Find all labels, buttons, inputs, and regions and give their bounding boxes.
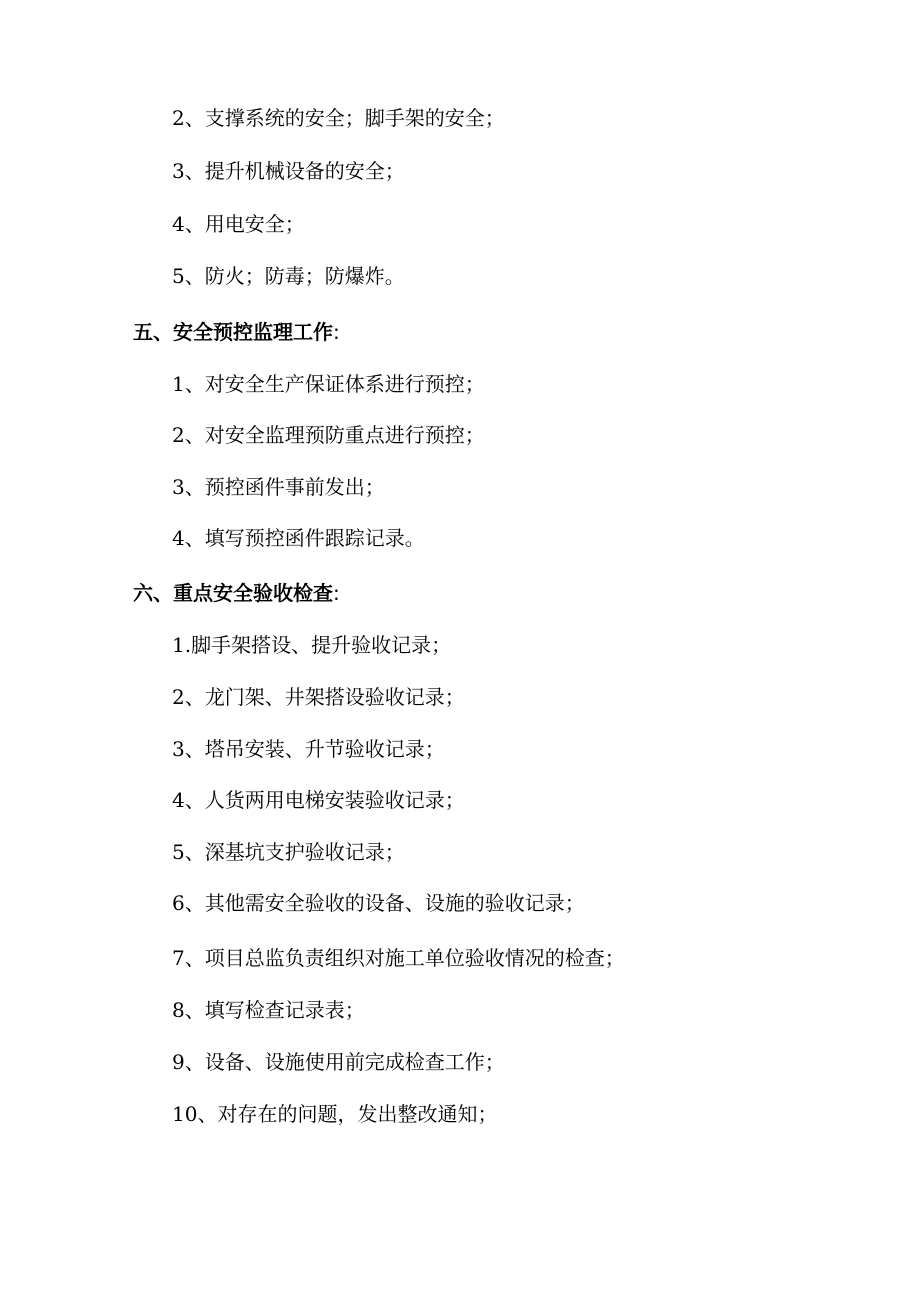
list-item: [172, 524, 425, 552]
list-item-number: 5、: [172, 264, 205, 288]
list-item-text: 项目总监负责组织对施工单位验收情况的检查；: [204, 946, 625, 970]
list-item-text: 对安全生产保证体系进行预控；: [204, 372, 485, 396]
list-item: [172, 1100, 497, 1128]
list-item-number: 2、: [172, 685, 205, 709]
list-item-number: 4、: [172, 788, 205, 812]
list-item-text: 用电安全；: [204, 212, 305, 236]
list-item-number: 9、: [172, 1050, 205, 1074]
list-item-number: 4、: [172, 526, 205, 550]
list-item-number: 2、: [172, 423, 205, 447]
list-item-text: 对存在的问题，发出整改通知；: [217, 1102, 498, 1126]
list-item: [172, 210, 305, 238]
list-item-number: 1.: [172, 633, 192, 657]
list-item-number: 10、: [172, 1102, 218, 1126]
list-item: [172, 889, 585, 917]
list-item-number: 8、: [172, 998, 205, 1022]
list-item: [172, 683, 465, 711]
section-heading-text: 五、安全预控监理工作: [133, 320, 333, 344]
list-item-number: 7、: [172, 946, 205, 970]
list-item-text: 防火；防毒；防爆炸。: [204, 264, 405, 288]
list-item-text: 脚手架搭设、提升验收记录；: [191, 633, 452, 657]
list-item-number: 2、: [172, 106, 205, 130]
list-item-text: 设备、设施使用前完成检查工作；: [204, 1050, 505, 1074]
section-heading-colon: :: [333, 581, 340, 605]
list-item-text: 其他需安全验收的设备、设施的验收记录；: [204, 891, 585, 915]
list-item: [172, 786, 465, 814]
list-item-text: 对安全监理预防重点进行预控；: [204, 423, 485, 447]
list-item-number: 3、: [172, 159, 205, 183]
list-item-text: 支撑系统的安全；脚手架的安全；: [204, 106, 505, 130]
list-item: [172, 631, 451, 659]
list-item: [172, 421, 485, 449]
list-item-number: 4、: [172, 212, 205, 236]
section-heading-text: 六、重点安全验收检查: [133, 581, 333, 605]
list-item-text: 提升机械设备的安全；: [204, 159, 405, 183]
list-item-text: 预控函件事前发出；: [204, 475, 385, 499]
list-item: [172, 1048, 505, 1076]
list-item-number: 1、: [172, 372, 205, 396]
list-item: [172, 157, 405, 185]
list-item-text: 深基坑支护验收记录；: [204, 840, 405, 864]
list-item-text: 人货两用电梯安装验收记录；: [204, 788, 465, 812]
list-item-text: 塔吊安装、升节验收记录；: [204, 737, 445, 761]
list-item-number: 3、: [172, 737, 205, 761]
section-heading: [133, 579, 340, 607]
list-item: [172, 262, 405, 290]
list-item-number: 5、: [172, 840, 205, 864]
list-item: [172, 735, 445, 763]
section-heading-colon: :: [333, 320, 340, 344]
section-heading: [133, 318, 340, 346]
list-item-text: 填写检查记录表；: [204, 998, 365, 1022]
list-item: [172, 944, 625, 972]
list-item: [172, 473, 385, 501]
list-item-text: 龙门架、井架搭设验收记录；: [204, 685, 465, 709]
list-item-text: 填写预控函件跟踪记录。: [204, 526, 425, 550]
list-item-number: 3、: [172, 475, 205, 499]
list-item-number: 6、: [172, 891, 205, 915]
list-item: [172, 838, 405, 866]
list-item: [172, 104, 505, 132]
list-item: [172, 996, 365, 1024]
list-item: [172, 370, 485, 398]
